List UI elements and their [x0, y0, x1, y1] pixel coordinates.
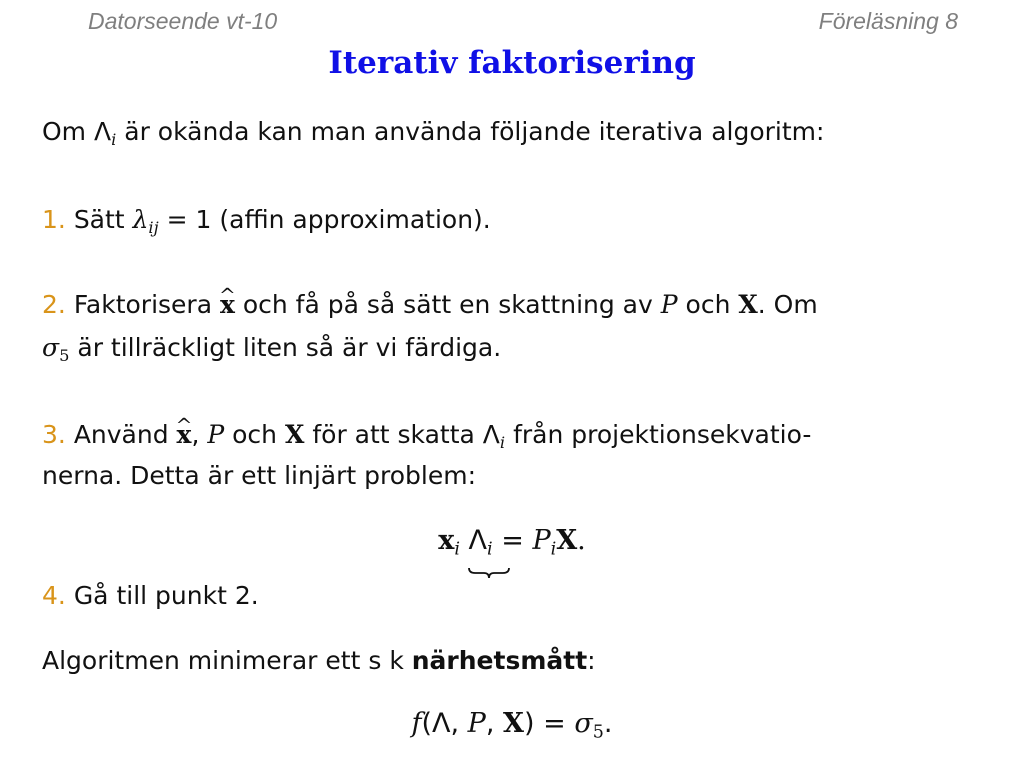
step-4: 4. Gå till punkt 2.	[42, 581, 259, 610]
lambda-ij: $\lambda_{ij}$	[132, 205, 159, 237]
matrix-X: X	[284, 420, 305, 449]
step-number: 1.	[42, 205, 66, 234]
x-hat: ^ x	[177, 419, 192, 451]
lambda-underbrace: $\Lambda_i$	[469, 524, 493, 566]
matrix-P: P	[467, 708, 486, 739]
underbrace-icon	[467, 566, 511, 580]
intro-line: Om $\Lambda_i$ är okända kan man använda följande iterativa algoritm:	[42, 117, 825, 149]
matrix-X: X	[503, 708, 524, 739]
step-2-line-1: 2. Faktorisera ^ x och få på så sätt en skattning av P och X. Om	[42, 289, 818, 321]
x-i: $x_i$	[438, 525, 460, 560]
closeness-measure-term: närhetsmått	[411, 646, 588, 675]
step-3-line-1: 3. Använd ^ x, P och X för att skatta $\Lambda_i$ från projektionsekvatio-	[42, 419, 811, 459]
matrix-P: P	[660, 290, 678, 319]
step-number: 3.	[42, 420, 66, 449]
projection-equation: $x_i$ $\Lambda_i$ = $P_iX$.	[0, 524, 1024, 566]
lambda-symbol: $\Lambda_i$	[482, 420, 506, 452]
x-hat: ^ x	[220, 289, 235, 321]
matrix-P: P	[207, 420, 225, 449]
step-number: 2.	[42, 290, 66, 319]
course-header: Datorseende vt-10	[88, 8, 278, 34]
lecture-header: Föreläsning 8	[818, 8, 958, 34]
lambda-symbol: $\Lambda_i$	[93, 117, 117, 149]
step-1: 1. Sätt $\lambda_{ij} = 1$ (affin approximation).	[42, 205, 491, 237]
conclusion-line: Algoritmen minimerar ett s k närhetsmått:	[42, 646, 596, 675]
objective-equation: f(Λ, P, $X) = \sigma_5$.	[411, 708, 613, 743]
slide-title: Iterativ faktorisering	[328, 45, 696, 81]
sigma-5: $\sigma_5$	[574, 708, 604, 743]
P-i: $P_i$	[532, 525, 557, 560]
step-3-line-2: nerna. Detta är ett linjärt problem:	[42, 461, 476, 490]
matrix-X: X	[556, 525, 578, 556]
matrix-X: X	[738, 290, 758, 319]
step-number: 4.	[42, 581, 66, 610]
function-f: f	[411, 708, 422, 739]
sigma-5: $\sigma_5$	[42, 333, 70, 365]
step-2-line-2: $\sigma_5$ är tillräckligt liten så är vi färdiga.	[42, 333, 502, 365]
